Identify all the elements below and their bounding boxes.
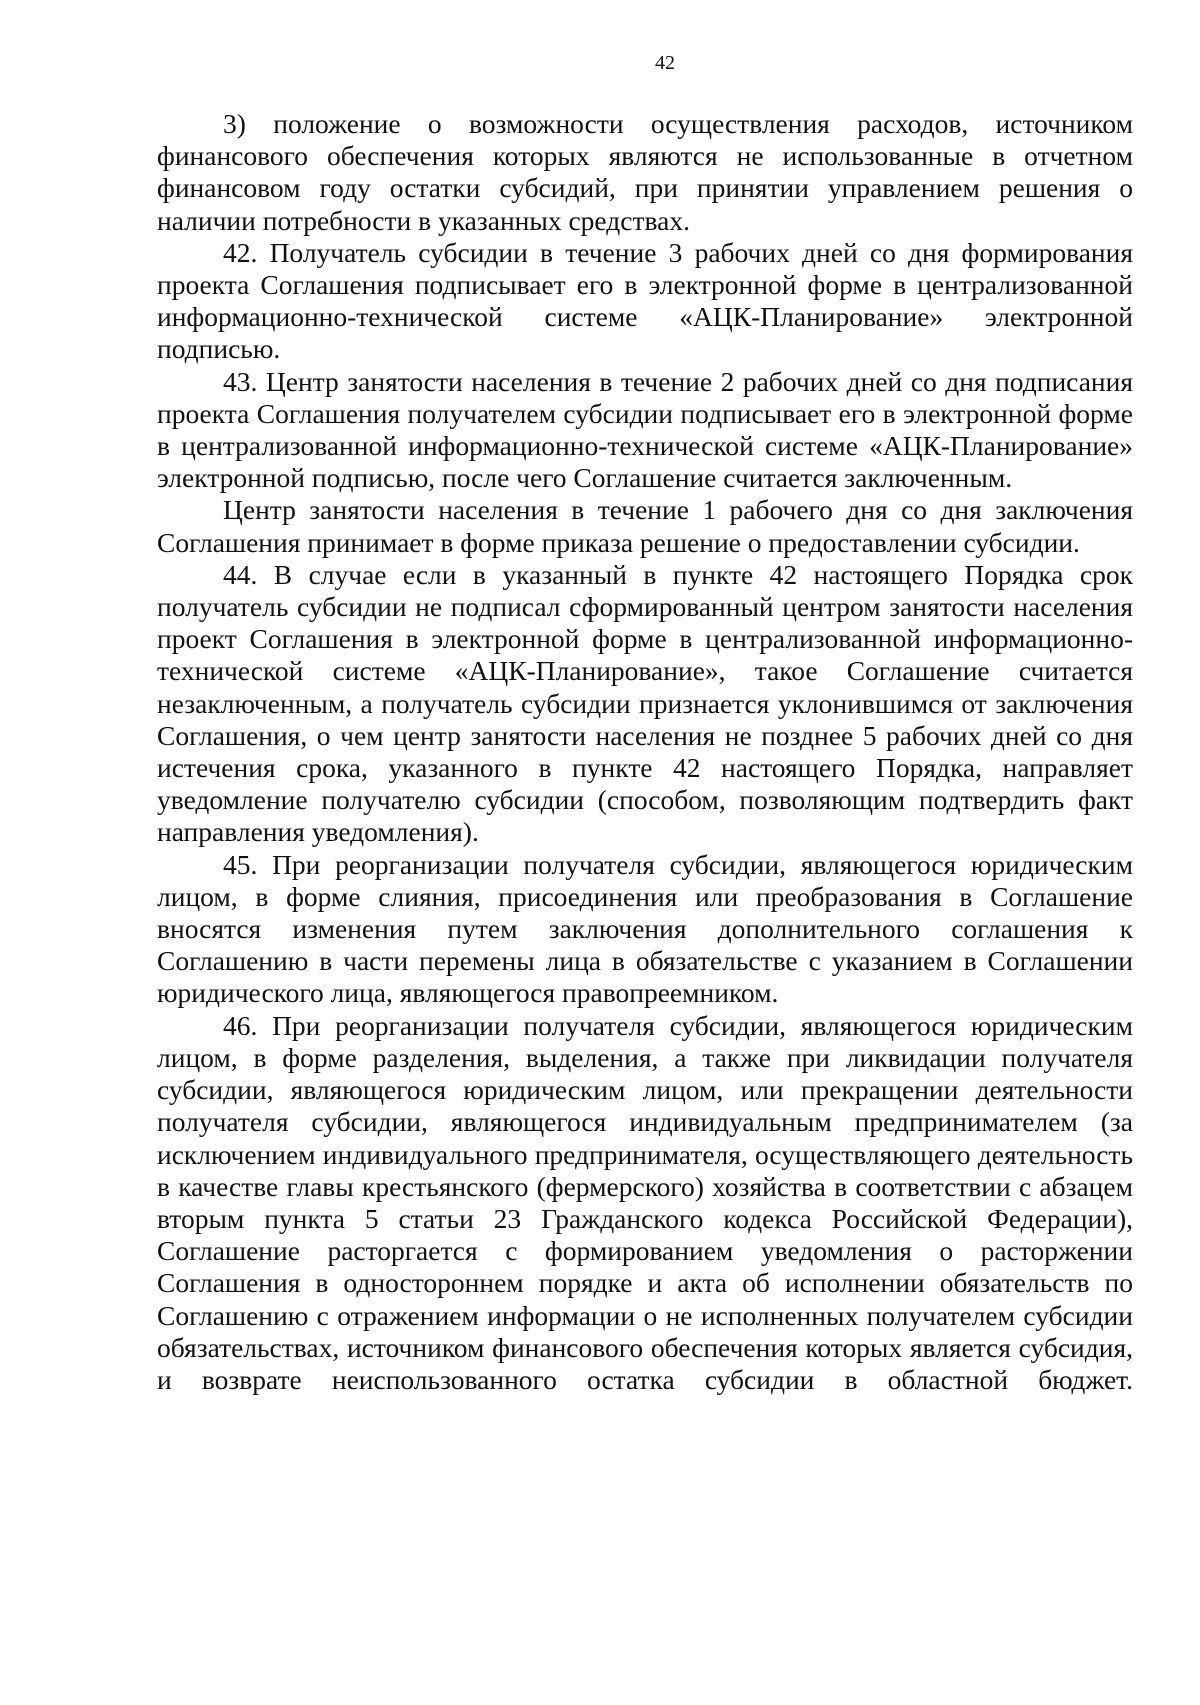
document-page [157,50,1133,1396]
page-number: 42 [655,52,675,74]
paragraph-clause-45: 45. При реорганизации получателя субсидии, являющегося юридическим лицом, в форме слияния, присоединения или преобразования в Соглашение вносятся изменения путем заключения дополнительного соглашения к Соглашению в части перемены лица в обязательстве с указанием в Соглашении юридического лица, являющегося правопреемником. [157,848,1133,1009]
paragraph-clause-46: 46. При реорганизации получателя субсидии, являющегося юридическим лицом, в форме разделения, выделения, а также при ликвидации получателя субсидии, являющегося юридическим лицом, или прекращении деятельности получателя субсидии, являющегося индивидуальным предпринимателем (за исключением индивидуального предпринимателя, осуществляющего деятельность в качестве главы крестьянского (фермерского) хозяйства в соответствии с абзацем вторым пункта 5 статьи 23 Гражданского кодекса Российской Федерации), Соглашение расторгается с формированием уведомления о расторжении Соглашения в одностороннем порядке и акта об исполнении обязательств по Соглашению с отражением информации о не исполненных получателем субсидии обязательствах, источником финансового обеспечения которых является субсидия, и возврате неиспользованного остатка субсидии в областной бюджет. [157,1009,1133,1395]
paragraph-clause-44: 44. В случае если в указанный в пункте 42 настоящего Порядка срок получатель субсидии не подписал сформированный центром занятости населения проект Соглашения в электронной форме в централизованной информационно-технической системе «АЦК-Планирование», такое Соглашение считается незаключенным, а получатель субсидии признается уклонившимся от заключения Соглашения, о чем центр занятости населения не позднее 5 рабочих дней со дня истечения срока, указанного в пункте 42 настоящего Порядка, направляет уведомление получателю субсидии (способом, позволяющим подтвердить факт направления уведомления). [157,558,1133,848]
paragraph-item-3: 3) положение о возможности осуществления расходов, источником финансового обеспечения которых являются не использованные в отчетном финансовом году остатки субсидий, при принятии управлением решения о наличии потребности в указанных средствах. [157,108,1133,236]
paragraph-clause-43: 43. Центр занятости населения в течение 2 рабочих дней со дня подписания проекта Соглашения получателем субсидии подписывает его в электронной форме в централизованной информационно-технической системе «АЦК-Планирование» электронной подписью, после чего Соглашение считается заключенным. [157,365,1133,494]
paragraph-clause-43-continued: Центр занятости населения в течение 1 рабочего дня со дня заключения Соглашения принимает в форме приказа решение о предоставлении субсидии. [157,494,1133,558]
paragraph-clause-42: 42. Получатель субсидии в течение 3 рабочих дней со дня формирования проекта Соглашения подписывает его в электронной форме в централизованной информационно-технической системе «АЦК-Планирование» электронной подписью. [157,236,1133,365]
